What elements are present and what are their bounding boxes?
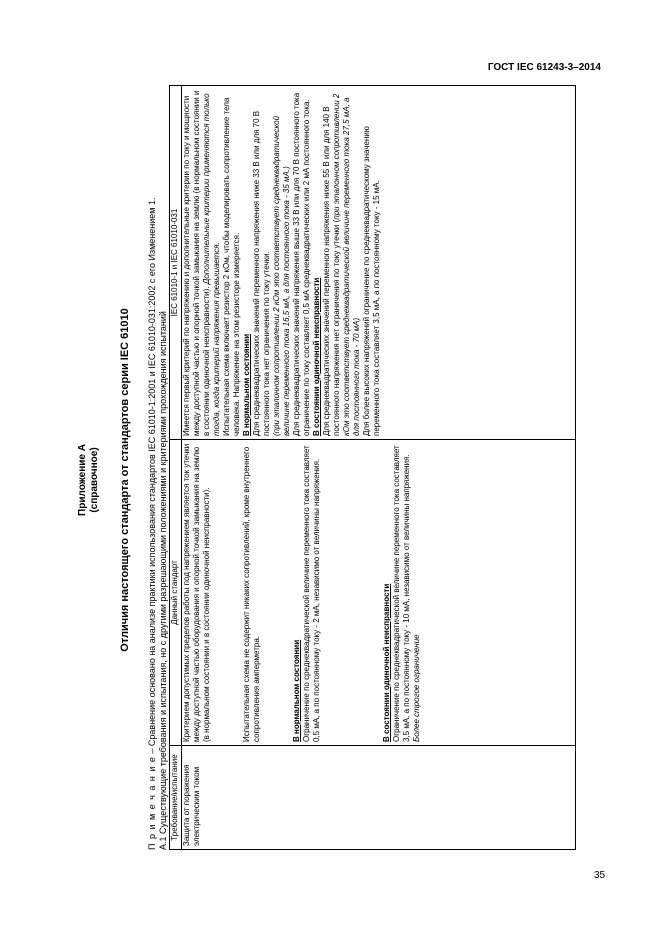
spacer (212, 443, 222, 742)
cell-this-standard (182, 440, 576, 746)
iec-p1 (182, 89, 222, 436)
spacer (282, 443, 292, 742)
this-p1: Критерием допустимых пределов работы под напряжением является ток утечки между доступной частью оборудования и опорной точкой замыкания на землю (в нормальном состоянии и в состоянии одиночной неисправности). (182, 443, 211, 742)
note (147, 85, 158, 850)
iec-fault-text (322, 89, 362, 436)
header-iec: IEC 61010-1 и IEC 61010-031 (170, 86, 182, 440)
spacer (372, 443, 382, 742)
table-row (182, 86, 576, 850)
iec-fault-italic: при эталонном сопротивлении 2 кОм это соответствует среднеквадратической величине переменного тока 27,5 мА, а для постоянного тока - 70 мА) (332, 93, 361, 436)
note-text: – Сравнение основано на анализе практики использования стандартов IEC 61010-1:2001 и IEC 61010-031:2002 с его Изменением 1. (147, 197, 157, 757)
rotated-content-frame (55, 80, 610, 880)
spacer (232, 443, 242, 742)
spacer (332, 443, 342, 742)
iec-fault-text2: Для более высоких напряжений ограничение по среднеквадратическому значению переменного тока составляет 3,5 мА, а по постоянному току - 15 мА. (362, 126, 381, 436)
spacer (352, 443, 362, 742)
this-normal-heading: В нормальном состоянии (292, 639, 301, 742)
iec-p1-italic: Дополнительные критерии применяются только тогда, когда критерий напряжения превышается. (202, 93, 221, 436)
spacer (272, 443, 282, 742)
section-heading: А.1 Существующие требования и испытания, но с другими разрешающими положениями и критериями прохождения испытаний (158, 311, 168, 850)
spacer (222, 443, 232, 742)
annex-heading (77, 80, 101, 880)
this-normal-text: Ограничение по среднеквадратической величине переменного тока составляет 0,5 мА, а по постоянному току - 2 мА, независимо от величины напряжения. (302, 445, 321, 742)
this-fault-heading: В состоянии одиночной неисправности (382, 583, 391, 742)
spacer (342, 443, 352, 742)
note-prefix: П р и м е ч а н и е (147, 756, 157, 850)
annex-kind: (справочное) (89, 447, 100, 513)
iec-p2: Испытательная схема включает резистор 2 кОм, чтобы моделировать сопротивление тела человека. Напряжение на этом резисторе измеряется. (222, 97, 241, 436)
cell-iec (182, 86, 576, 440)
iec-p1-text: Имеется первый критерий по напряжению и дополнительные критерии по току и мощности между доступной частью и опорной точкой замыкания на землю (в нормальном состоянии и в состоянии одиночной неисправности). (182, 90, 211, 436)
spacer (322, 443, 332, 742)
comparison-table (169, 85, 576, 850)
header-requirement: Требование/испытание (170, 746, 182, 850)
table-header-row (170, 86, 182, 850)
this-fault-italic: Более строгое ограничение (412, 634, 421, 742)
annex-title: Отличия настоящего стандарта от стандартов серии IEC 61010 (119, 308, 131, 652)
iec-normal-text1: Для среднеквадратических значений переменного напряжения ниже 33 В или для 70 В постоянного тока нет ограничения по току утечки. (252, 110, 271, 436)
document-code: ГОСТ IEC 61243-3–2014 (487, 62, 601, 73)
landscape-content (55, 80, 610, 880)
iec-normal-text2: Для среднеквадратических значений напряжения выше 33 В или для 70 В постоянного тока ограничение по току составляет 0,5 мА среднеквадратических или 2 мА постоянного тока. (292, 92, 311, 436)
this-p2: Испытательная схема не содержит никаких сопротивлений, кроме внутреннего сопротивления амперметра. (242, 446, 261, 742)
cell-requirement: Защита от поражения электрическим током (182, 746, 576, 850)
spacer (262, 443, 272, 742)
iec-fault-text1: Для среднеквадратических значений переменного напряжения ниже 55 В или для 140 В постоянного напряжения нет ограничения по току утечки ( (322, 106, 341, 436)
iec-normal-italic: (при эталонном сопротивлении 2 кОм это соответствует среднеквадратической величине переменного тока 16,5 мА, а для постоянного тока - 35 мА.) (272, 115, 291, 436)
page-number: 35 (594, 870, 606, 881)
iec-normal-heading: В нормальном состоянии (242, 333, 251, 436)
header-this-standard: Данный стандарт (170, 440, 182, 746)
annex-label: Приложение А (77, 444, 88, 516)
this-fault-text: Ограничение по среднеквадратической величине переменного тока составляет 3,5 мА, а по постоянному току - 10 мА, независимо от величины напряжения. (392, 445, 411, 742)
spacer (362, 443, 372, 742)
iec-fault-heading: В состоянии одиночной неисправности (312, 277, 321, 436)
